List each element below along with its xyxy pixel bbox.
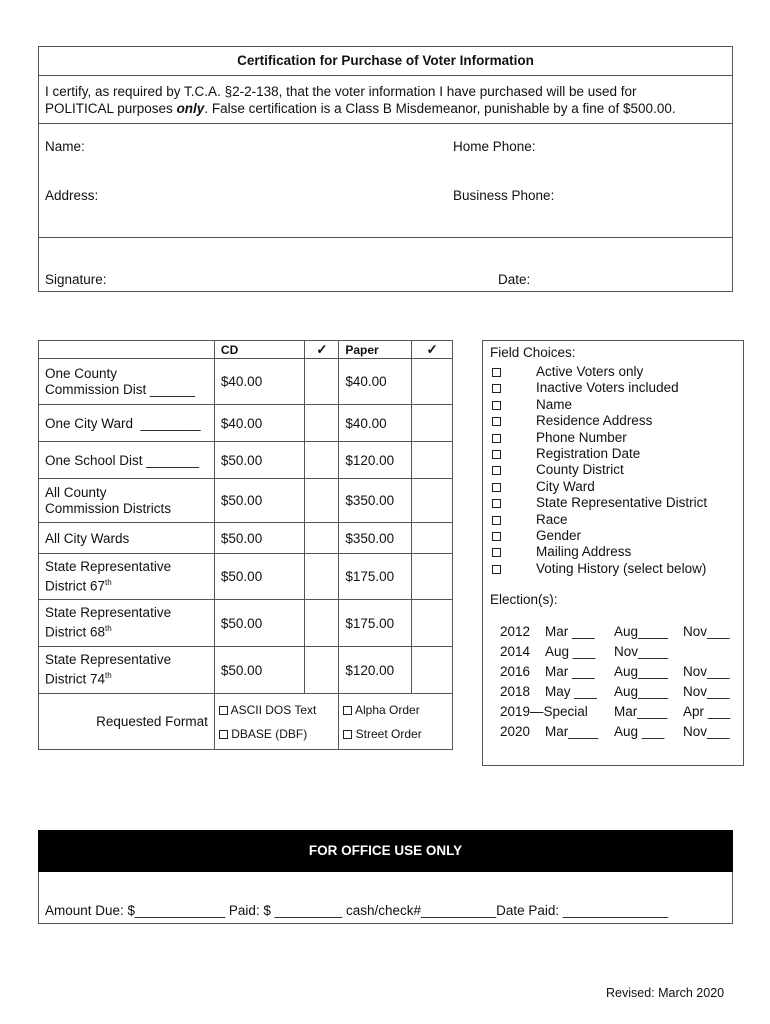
paper-price: $175.00 xyxy=(339,600,412,647)
checkbox-icon[interactable] xyxy=(492,565,501,574)
table-row xyxy=(39,554,453,600)
election-option[interactable]: Mar ___ xyxy=(545,664,595,679)
paper-price: $350.00 xyxy=(339,523,412,554)
paper-checkbox-cell[interactable] xyxy=(412,523,453,554)
checkbox-icon[interactable] xyxy=(492,368,501,377)
checkbox-icon[interactable] xyxy=(492,434,501,443)
paper-format-options xyxy=(339,694,453,750)
field-choice-item[interactable]: Voting History (select below) xyxy=(492,561,501,577)
cd-checkbox-cell[interactable] xyxy=(305,554,339,600)
table-row xyxy=(39,479,453,523)
paper-price: $120.00 xyxy=(339,647,412,694)
address-label: Address: xyxy=(45,188,99,203)
paper-price: $40.00 xyxy=(339,359,412,405)
election-year: 2018 xyxy=(500,684,531,699)
name-label: Name: xyxy=(45,139,85,154)
checkbox-icon[interactable] xyxy=(492,483,501,492)
field-choice-item[interactable]: City Ward xyxy=(492,479,501,495)
row-label: One County Commission Dist ______ xyxy=(39,359,215,405)
cd-column-header: CD xyxy=(214,341,305,359)
cd-price: $50.00 xyxy=(214,479,305,523)
election-year: 2019—Special xyxy=(500,704,588,719)
revised-date: Revised: March 2020 xyxy=(606,986,725,1000)
field-choice-item[interactable]: Name xyxy=(492,397,501,413)
table-row xyxy=(39,359,453,405)
election-option[interactable]: Nov___ xyxy=(683,664,730,679)
row-label: All County Commission Districts xyxy=(39,479,215,523)
table-row xyxy=(39,647,453,694)
pricing-header-empty xyxy=(39,341,215,359)
checkbox-icon[interactable] xyxy=(492,417,501,426)
certification-title: Certification for Purchase of Voter Information xyxy=(237,53,534,68)
election-option[interactable]: Nov___ xyxy=(683,684,730,699)
election-year: 2016 xyxy=(500,664,531,679)
checkbox-icon[interactable] xyxy=(343,706,352,715)
election-year: 2020 xyxy=(500,724,531,739)
election-year: 2012 xyxy=(500,624,531,639)
row-label: One City Ward ________ xyxy=(39,405,215,442)
checkbox-icon[interactable] xyxy=(492,548,501,557)
paper-checkbox-cell[interactable] xyxy=(412,442,453,479)
checkbox-icon[interactable] xyxy=(492,466,501,475)
paper-price: $120.00 xyxy=(339,442,412,479)
certification-line-1: I certify, as required by T.C.A. §2-2-138, that the voter information I have purchased will be used for xyxy=(45,84,637,99)
field-choice-item[interactable]: Gender xyxy=(492,528,501,544)
table-row xyxy=(39,523,453,554)
election-option[interactable]: Nov____ xyxy=(614,644,669,659)
certification-line-2: POLITICAL purposes only. False certification is a Class B Misdemeanor, punishable by a fine of $500.00. xyxy=(45,101,676,116)
row-label: All City Wards xyxy=(39,523,215,554)
divider xyxy=(38,123,733,124)
cd-price: $50.00 xyxy=(214,600,305,647)
cd-price: $50.00 xyxy=(214,442,305,479)
cd-checkbox-cell[interactable] xyxy=(305,647,339,694)
paper-checkbox-cell[interactable] xyxy=(412,359,453,405)
format-option-dbase[interactable]: DBASE (DBF) xyxy=(219,722,334,746)
election-option[interactable]: Aug ___ xyxy=(614,724,665,739)
checkbox-icon[interactable] xyxy=(219,706,228,715)
election-option[interactable]: Apr ___ xyxy=(683,704,731,719)
election-option[interactable]: Aug____ xyxy=(614,624,669,639)
checkbox-icon[interactable] xyxy=(492,499,501,508)
format-option-alpha[interactable]: Alpha Order xyxy=(343,698,448,722)
election-option[interactable]: May ___ xyxy=(545,684,597,699)
field-choice-item[interactable]: Mailing Address xyxy=(492,544,501,560)
field-choice-item[interactable]: State Representative District xyxy=(492,495,501,511)
cd-checkbox-cell[interactable] xyxy=(305,600,339,647)
date-label: Date: xyxy=(498,272,531,287)
checkbox-icon[interactable] xyxy=(492,516,501,525)
paper-price: $40.00 xyxy=(339,405,412,442)
checkbox-icon[interactable] xyxy=(492,401,501,410)
table-row xyxy=(39,600,453,647)
cd-checkbox-cell[interactable] xyxy=(305,359,339,405)
field-choice-item[interactable]: Registration Date xyxy=(492,446,501,462)
office-use-title: FOR OFFICE USE ONLY xyxy=(38,830,733,872)
pricing-header-row xyxy=(39,341,453,359)
field-choice-item[interactable]: Race xyxy=(492,512,501,528)
row-label: State Representative District 68th xyxy=(39,600,215,647)
cd-check-header: ✓ xyxy=(305,341,339,359)
cd-checkbox-cell[interactable] xyxy=(305,442,339,479)
paper-check-header: ✓ xyxy=(412,341,453,359)
signature-label: Signature: xyxy=(45,272,107,287)
checkbox-icon[interactable] xyxy=(492,532,501,541)
table-row xyxy=(39,405,453,442)
checkbox-icon[interactable] xyxy=(492,384,501,393)
paper-price: $175.00 xyxy=(339,554,412,600)
paper-column-header: Paper xyxy=(339,341,412,359)
paper-checkbox-cell[interactable] xyxy=(412,554,453,600)
field-choice-item[interactable]: Residence Address xyxy=(492,413,501,429)
paper-checkbox-cell[interactable] xyxy=(412,600,453,647)
cd-checkbox-cell[interactable] xyxy=(305,479,339,523)
cd-checkbox-cell[interactable] xyxy=(305,523,339,554)
paper-price: $350.00 xyxy=(339,479,412,523)
cd-price: $50.00 xyxy=(214,523,305,554)
divider xyxy=(38,237,733,238)
elections-title: Election(s): xyxy=(490,592,558,607)
certification-statement xyxy=(45,83,725,117)
row-label: State Representative District 67th xyxy=(39,554,215,600)
election-option[interactable]: Mar____ xyxy=(614,704,668,719)
checkbox-icon[interactable] xyxy=(492,450,501,459)
election-option[interactable]: Mar____ xyxy=(545,724,599,739)
checkbox-icon[interactable] xyxy=(343,730,352,739)
cd-price: $50.00 xyxy=(214,647,305,694)
row-label: One School Dist _______ xyxy=(39,442,215,479)
field-choice-item[interactable]: County District xyxy=(492,462,501,478)
election-year: 2014 xyxy=(500,644,531,659)
office-use-line: Amount Due: $____________ Paid: $ _________ cash/check#__________Date Paid: ______________ xyxy=(45,903,669,918)
requested-format-label: Requested Format xyxy=(39,694,215,750)
cd-price: $50.00 xyxy=(214,554,305,600)
business-phone-label: Business Phone: xyxy=(453,188,555,203)
format-option-street[interactable]: Street Order xyxy=(343,722,448,746)
field-choice-item[interactable]: Inactive Voters included xyxy=(492,380,501,396)
format-option-ascii[interactable]: ASCII DOS Text xyxy=(219,698,334,722)
election-option[interactable]: Nov___ xyxy=(683,624,730,639)
cd-price: $40.00 xyxy=(214,405,305,442)
pricing-table xyxy=(38,340,453,750)
table-row xyxy=(39,442,453,479)
cd-format-options xyxy=(214,694,338,750)
election-option[interactable]: Aug____ xyxy=(614,684,669,699)
election-option[interactable]: Aug____ xyxy=(614,664,669,679)
divider xyxy=(38,75,733,76)
home-phone-label: Home Phone: xyxy=(453,139,536,154)
paper-checkbox-cell[interactable] xyxy=(412,479,453,523)
cd-price: $40.00 xyxy=(214,359,305,405)
paper-checkbox-cell[interactable] xyxy=(412,405,453,442)
row-label: State Representative District 74th xyxy=(39,647,215,694)
cd-checkbox-cell[interactable] xyxy=(305,405,339,442)
field-choice-item[interactable]: Phone Number xyxy=(492,430,501,446)
requested-format-row xyxy=(39,694,453,750)
election-option[interactable]: Aug ___ xyxy=(545,644,596,659)
paper-checkbox-cell[interactable] xyxy=(412,647,453,694)
election-option[interactable]: Mar ___ xyxy=(545,624,595,639)
checkbox-icon[interactable] xyxy=(219,730,228,739)
field-choice-item[interactable]: Active Voters only xyxy=(492,364,501,380)
election-option[interactable]: Nov___ xyxy=(683,724,730,739)
field-choices-title: Field Choices: xyxy=(490,345,576,360)
